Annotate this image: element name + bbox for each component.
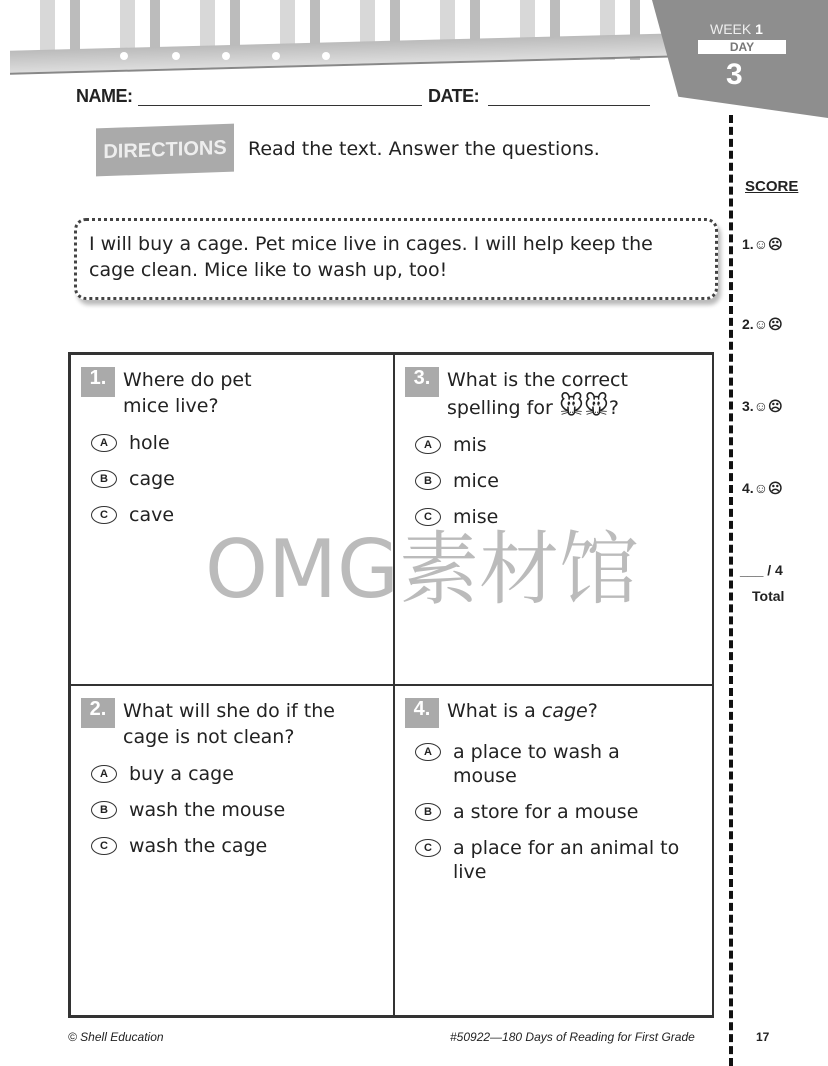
option-text: cage — [129, 468, 175, 490]
week-label — [710, 21, 763, 37]
option-text: mis — [453, 434, 487, 456]
score-num: 4. — [742, 480, 754, 496]
answer-option[interactable] — [91, 834, 383, 858]
question-text-pre: What is a — [447, 700, 542, 722]
dot — [222, 52, 230, 60]
question-3 — [394, 354, 714, 685]
answer-option[interactable] — [91, 467, 383, 491]
score-total: ___ / 4 — [740, 562, 783, 578]
dot — [322, 52, 330, 60]
day-label: DAY — [698, 40, 786, 54]
week-number: 1 — [755, 21, 763, 37]
score-item-4 — [742, 480, 783, 497]
option-text: mise — [453, 506, 499, 528]
score-divider — [729, 115, 733, 1066]
answer-option[interactable] — [415, 800, 703, 824]
option-text: mice — [453, 470, 499, 492]
footer-copyright: © Shell Education — [68, 1030, 164, 1044]
option-text: cave — [129, 504, 175, 526]
option-bubble[interactable]: C — [415, 508, 441, 526]
question-text-post: ? — [587, 700, 598, 722]
option-text: wash the mouse — [129, 799, 286, 821]
question-4 — [394, 685, 714, 1016]
answer-option[interactable] — [91, 762, 383, 786]
score-title: SCORE — [745, 178, 799, 195]
answer-option[interactable] — [91, 798, 383, 822]
dot — [272, 52, 280, 60]
answer-option[interactable] — [415, 433, 703, 457]
page-number: 17 — [756, 1030, 770, 1044]
score-num: 1. — [742, 236, 754, 252]
question-text — [447, 698, 598, 728]
directions-text: Read the text. Answer the questions. — [248, 138, 600, 160]
question-suffix: ? — [608, 397, 619, 419]
smiley-faces-icon[interactable]: ☺☹ — [753, 316, 783, 332]
question-text: What is the correct spelling for — [447, 369, 628, 419]
question-2 — [70, 685, 394, 1016]
score-num: 2. — [742, 316, 754, 332]
option-bubble[interactable]: B — [415, 472, 441, 490]
dot — [172, 52, 180, 60]
reading-passage: I will buy a cage. Pet mice live in cages. I will help keep the cage clean. Mice like to wash up, too! — [74, 218, 718, 300]
question-number: 3. — [405, 367, 439, 397]
option-text: a store for a mouse — [453, 801, 639, 823]
smiley-faces-icon[interactable]: ☺☹ — [753, 480, 783, 496]
score-item-1 — [742, 236, 783, 253]
option-bubble[interactable]: B — [415, 803, 441, 821]
answer-option[interactable] — [91, 431, 383, 455]
option-bubble[interactable]: A — [415, 743, 441, 761]
option-bubble[interactable]: C — [91, 506, 117, 524]
date-field[interactable] — [488, 88, 650, 106]
watermark: OMG素材馆 — [205, 523, 639, 616]
answer-option[interactable] — [415, 836, 703, 884]
question-number: 1. — [81, 367, 115, 397]
option-text: a place to wash a mouse — [453, 741, 620, 787]
footer-book-title: #50922—180 Days of Reading for First Grade — [450, 1030, 695, 1044]
question-1 — [70, 354, 394, 685]
question-grid — [68, 352, 714, 1018]
directions-badge: DIRECTIONS — [96, 124, 234, 177]
option-bubble[interactable]: A — [91, 765, 117, 783]
question-number: 4. — [405, 698, 439, 728]
option-text: wash the cage — [129, 835, 268, 857]
option-bubble[interactable]: A — [91, 434, 117, 452]
name-field[interactable] — [138, 88, 422, 106]
smiley-faces-icon[interactable]: ☺☹ — [753, 236, 783, 252]
smiley-faces-icon[interactable]: ☺☹ — [753, 398, 783, 414]
score-item-2 — [742, 316, 783, 333]
option-bubble[interactable]: B — [91, 801, 117, 819]
option-text: buy a cage — [129, 763, 234, 785]
answer-option[interactable] — [415, 740, 703, 788]
score-num: 3. — [742, 398, 754, 414]
total-label: Total — [752, 588, 785, 604]
option-bubble[interactable]: C — [415, 839, 441, 857]
option-bubble[interactable]: C — [91, 837, 117, 855]
question-text: Where do pet mice live? — [123, 369, 252, 417]
question-text: What will she do if the cage is not clean? — [123, 700, 335, 748]
mice-picture-icon: 🐭🐭 — [558, 392, 609, 420]
answer-option[interactable] — [91, 503, 383, 527]
score-item-3 — [742, 398, 783, 415]
option-text: a place for an animal to live — [453, 837, 680, 883]
question-number: 2. — [81, 698, 115, 728]
question-text-emphasis: cage — [541, 700, 588, 722]
option-text: hole — [129, 432, 170, 454]
answer-option[interactable] — [415, 469, 703, 493]
option-bubble[interactable]: B — [91, 470, 117, 488]
name-label: NAME: — [76, 86, 133, 106]
date-label: DATE: — [428, 86, 480, 106]
week-text: WEEK — [710, 21, 752, 37]
day-number: 3 — [726, 58, 743, 91]
option-bubble[interactable]: A — [415, 436, 441, 454]
answer-option[interactable] — [415, 505, 703, 529]
dot — [120, 52, 128, 60]
